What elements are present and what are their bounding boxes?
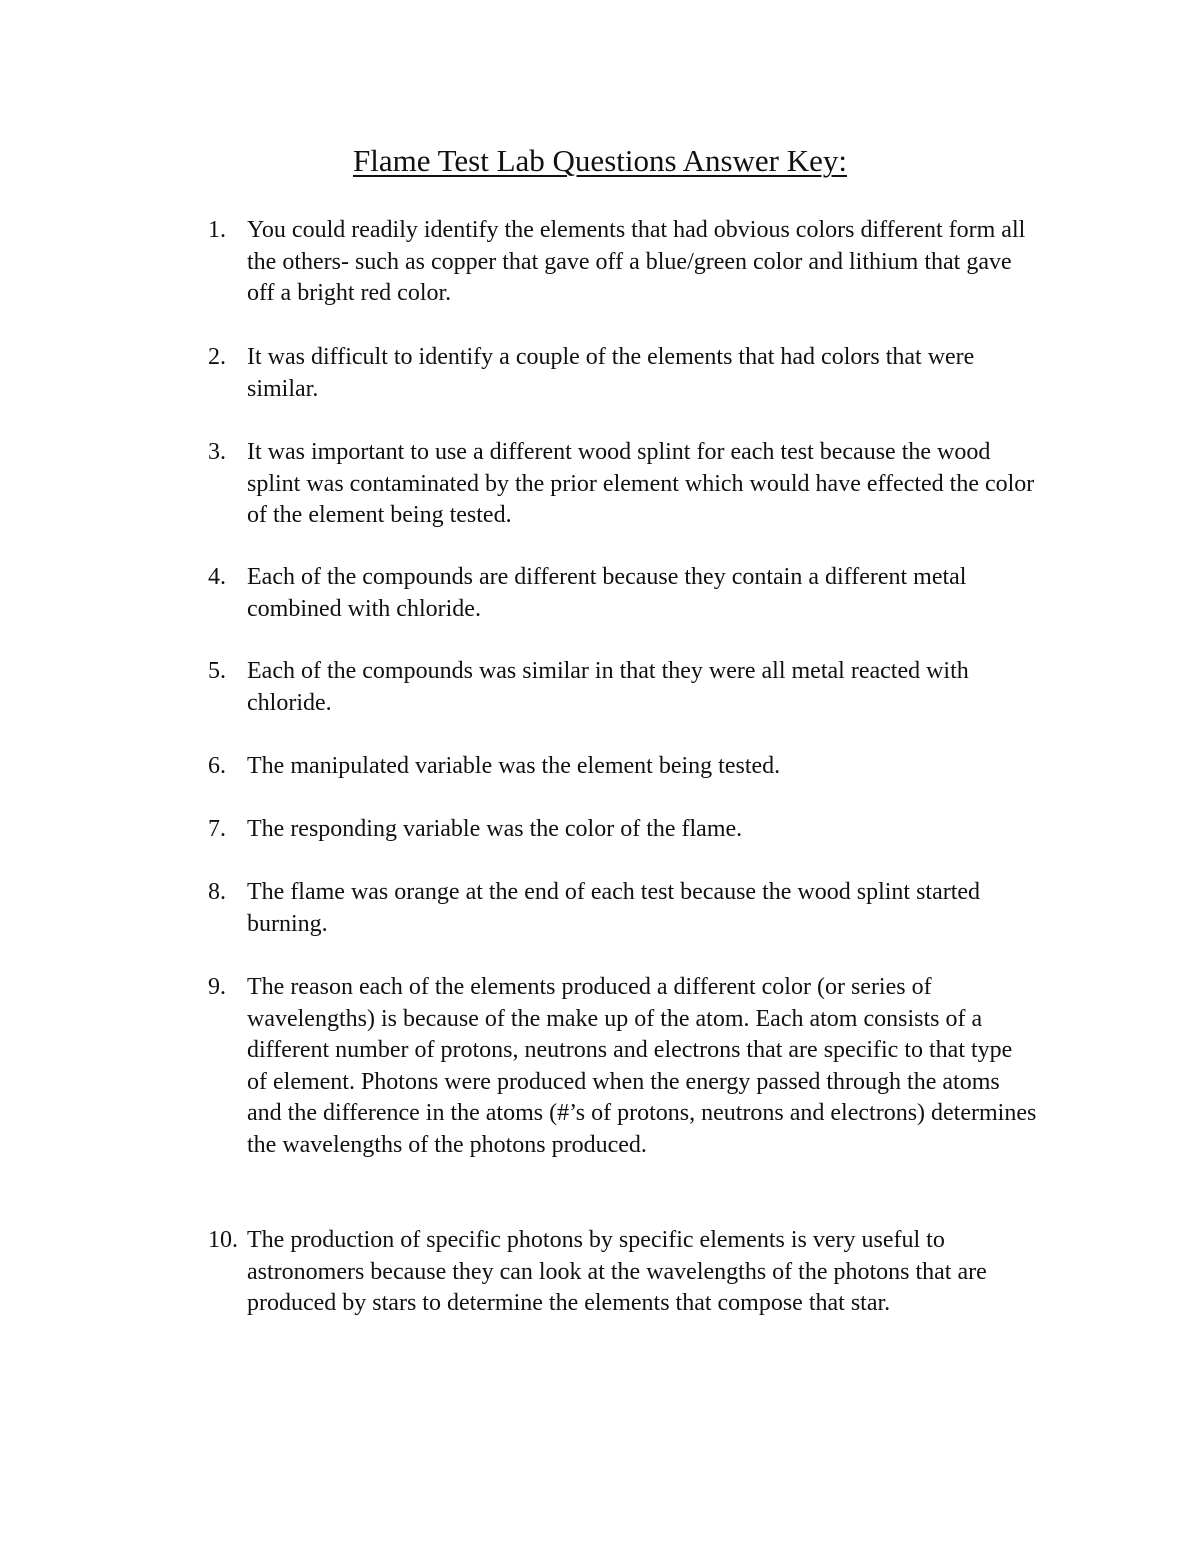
answer-number: 8. <box>208 879 226 905</box>
page-title: Flame Test Lab Questions Answer Key: <box>352 143 848 178</box>
answer-text: Each of the compounds are different because they contain a different metal combined with chloride. <box>247 564 967 622</box>
answer-number: 6. <box>208 753 226 779</box>
answer-number: 5. <box>208 658 226 684</box>
answer-number: 1. <box>208 217 226 243</box>
answer-text: The flame was orange at the end of each test because the wood splint started burning. <box>247 879 981 937</box>
answer-number: 3. <box>208 439 226 465</box>
answer-text: It was important to use a different wood splint for each test because the wood splint was contaminated by the prior element which would have effected the color of the element being tested. <box>247 439 1035 528</box>
answer-text: Each of the compounds was similar in that they were all metal reacted with chloride. <box>247 658 969 716</box>
answer-number: 9. <box>208 974 226 1000</box>
answer-text: The manipulated variable was the element being tested. <box>247 753 781 779</box>
answer-number: 4. <box>208 564 226 590</box>
answer-number: 7. <box>208 816 226 842</box>
answer-number: 10. <box>208 1227 238 1253</box>
answer-number: 2. <box>208 344 226 370</box>
answer-text: The responding variable was the color of the flame. <box>247 816 743 842</box>
answer-text: You could readily identify the elements that had obvious colors different form all the others- such as copper that gave off a blue/green color and lithium that gave off a bright red color. <box>247 217 1026 306</box>
answer-text: The production of specific photons by specific elements is very useful to astronomers because they can look at the wavelengths of the photons that are produced by stars to determine the elements that compose that star. <box>247 1227 987 1316</box>
answer-text: The reason each of the elements produced a different color (or series of wavelengths) is because of the make up of the atom. Each atom consists of a different number of protons, neutrons and electrons that are specific to that type of element. Photons were produced when the energy passed through the atoms and the difference in the atoms (#’s of protons, neutrons and electrons) determines the wavelengths of the photons produced. <box>247 974 1037 1158</box>
answer-text: It was difficult to identify a couple of the elements that had colors that were similar. <box>247 344 975 402</box>
